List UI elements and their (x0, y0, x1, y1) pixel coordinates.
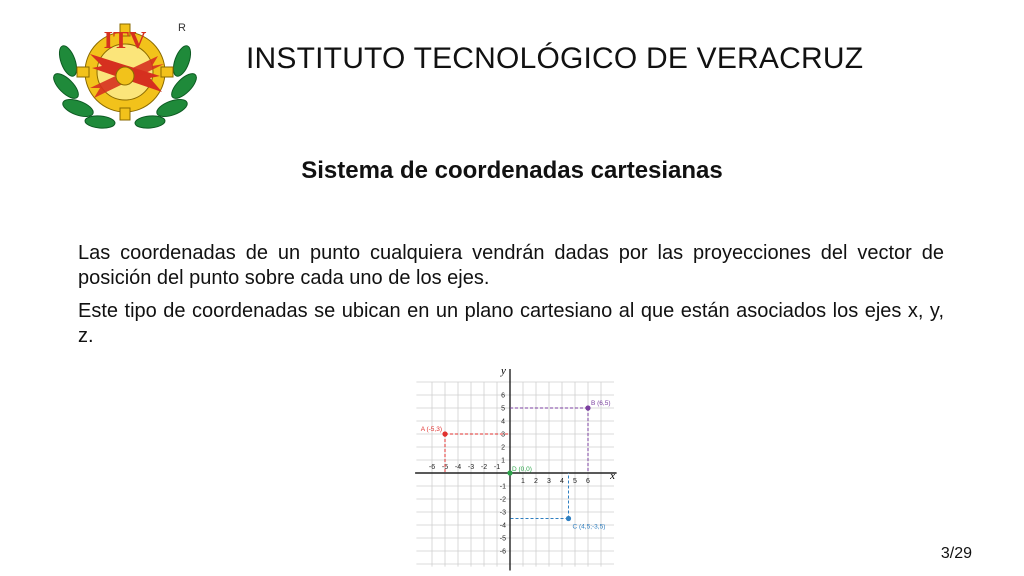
slide-title: Sistema de coordenadas cartesianas (301, 157, 723, 184)
institution-title: INSTITUTO TECNOLÓGICO DE VERACRUZ (246, 42, 864, 75)
x-tick-label: -6 (428, 464, 436, 471)
y-tick-label: -4 (499, 522, 506, 530)
y-tick-label: 1 (501, 457, 505, 465)
point-marker (442, 431, 447, 436)
slide-body (78, 241, 944, 357)
paragraph-2: Este tipo de coordenadas se ubican en un plano cartesiano al que están asociados los ejes x, y, z. (78, 300, 944, 347)
x-tick-label: 6 (586, 478, 590, 485)
x-tick-label: -5 (441, 464, 449, 471)
x-tick-label: 1 (521, 478, 525, 485)
point-marker (566, 516, 571, 521)
point-label: C (4,5;-3,5) (572, 523, 606, 531)
point-label: A (-5,3) (420, 426, 442, 433)
y-tick-label: -1 (499, 483, 506, 491)
logo-text: ITV (103, 28, 147, 54)
x-tick-label: 3 (547, 478, 551, 485)
x-axis-label: x (610, 470, 615, 482)
y-tick-label: 4 (501, 418, 505, 426)
y-tick-label: -3 (499, 509, 506, 517)
registered-mark: R (178, 22, 186, 34)
y-tick-label: -6 (499, 548, 506, 556)
y-tick-label: 6 (501, 392, 505, 400)
y-tick-label: 2 (501, 444, 505, 452)
y-tick-label: 3 (501, 431, 505, 439)
point-label: D (0,0) (512, 466, 532, 473)
y-tick-label: -2 (499, 496, 506, 504)
y-tick-label: 5 (501, 405, 505, 413)
point-marker (585, 405, 590, 410)
x-tick-label: 5 (573, 478, 577, 485)
point-label: B (6,5) (591, 400, 611, 407)
y-tick-label: -5 (499, 535, 506, 543)
cartesian-plane-figure (405, 362, 630, 576)
paragraph-1: Las coordenadas de un punto cualquiera vendrán dadas por las proyecciones del vector de posición del punto sobre cada uno de los ejes. (78, 242, 944, 289)
x-tick-label: 2 (534, 478, 538, 485)
x-tick-label: 4 (560, 478, 564, 485)
page-number: 3/29 (940, 545, 972, 562)
x-tick-label: -1 (493, 464, 501, 471)
x-tick-label: -2 (480, 464, 488, 471)
x-tick-label: -3 (467, 464, 475, 471)
y-axis-label: y (501, 365, 506, 378)
x-tick-label: -4 (454, 464, 462, 471)
